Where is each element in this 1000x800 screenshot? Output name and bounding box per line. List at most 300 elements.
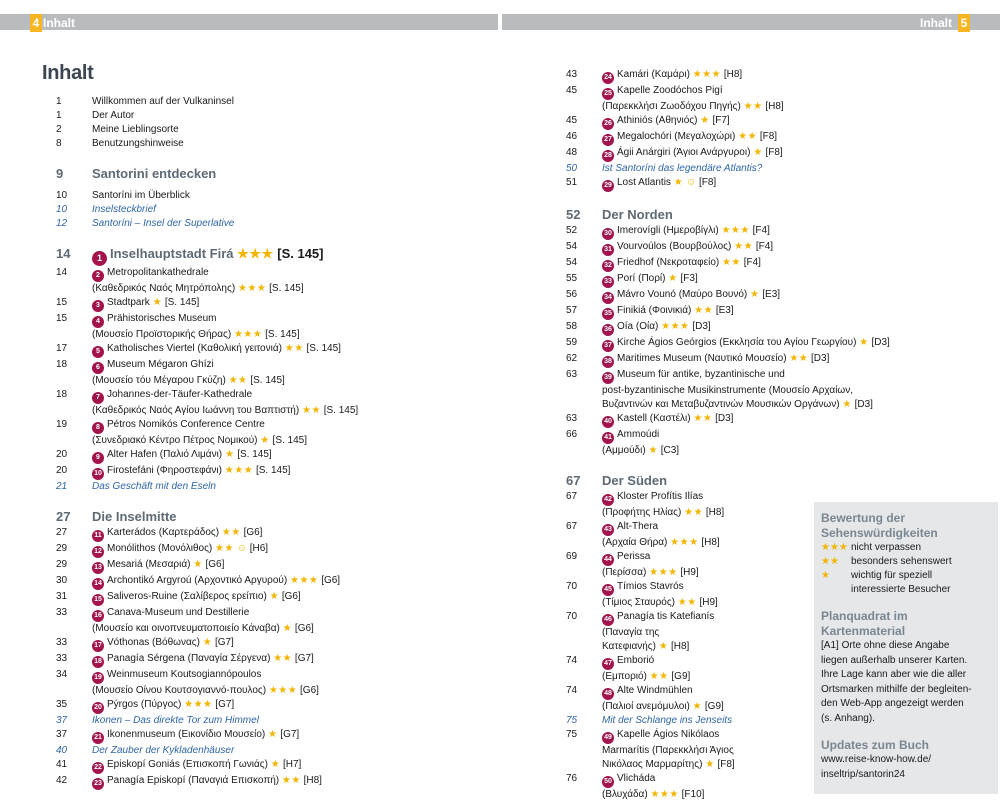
entry-name: Museum Mégaron Ghízi (107, 359, 214, 370)
entry-text (602, 272, 946, 288)
sight-number-badge: 3 (92, 300, 104, 312)
entry-name: (Αρχαία Θήρα) (602, 537, 668, 548)
page-title: Inhalt (42, 62, 94, 84)
rating-meaning: nicht verpassen (851, 542, 922, 553)
feature-entry[interactable] (566, 162, 946, 176)
rating-stars: ★ (700, 115, 710, 126)
section-title: Santorini entdecken (92, 166, 217, 181)
map-reference: [H8] (701, 537, 720, 548)
entry-line (602, 240, 946, 256)
sight-number-badge: 45 (602, 584, 614, 596)
sight-entry[interactable] (566, 336, 946, 352)
sight-entry[interactable] (56, 652, 456, 668)
rating-stars: ★★ (789, 353, 809, 364)
sight-entry[interactable] (566, 288, 946, 304)
entry-text (92, 526, 456, 542)
entry-title: Der Zauber der Kykladenhäuser (92, 745, 235, 756)
entry-line (92, 464, 456, 480)
sight-number-badge: 34 (602, 292, 614, 304)
entry-line (92, 404, 456, 418)
entry-title: Meine Lieblingsorte (92, 124, 179, 135)
map-reference: [F4] (755, 241, 774, 252)
entry-title: Benutzungshinweise (92, 138, 184, 149)
entry-name: Lost Atlantis (617, 177, 671, 188)
entry-line (602, 224, 946, 240)
entry-line (602, 320, 946, 336)
section-page-number: 52 (566, 207, 581, 222)
map-reference: [F8] (765, 147, 783, 158)
entry-text (92, 448, 456, 464)
entry-page-number: 29 (56, 543, 68, 554)
entry-page-number: 76 (566, 773, 578, 784)
map-reference: [H8] (765, 101, 784, 112)
entry-title: Santoríni – Insel der Superlative (92, 218, 235, 229)
entry-line (602, 336, 946, 352)
entry-line (92, 358, 456, 374)
entry-line (602, 412, 946, 428)
entry-name: Oía (Οία) (617, 321, 659, 332)
entry-text (92, 342, 456, 358)
entry-page-number: 19 (56, 419, 68, 430)
sight-entry[interactable] (56, 574, 456, 590)
rating-stars: ★★★ (268, 685, 298, 696)
sight-number-badge: 15 (92, 594, 104, 606)
entry-page-number: 33 (56, 637, 68, 648)
entry-name: Ammoúdi (617, 429, 660, 440)
entry-name: Weinmuseum Koutsogiannópoulos (107, 669, 262, 680)
rating-stars: ★★★ (649, 567, 678, 578)
entry-name: Perissa (617, 551, 651, 562)
rating-stars: ★★ (677, 597, 697, 608)
entry-text (92, 312, 456, 342)
entry-name: Ikonenmuseum (Εικονίδιο Μουσείο) (107, 729, 266, 740)
updates-link[interactable]: inseltrip/santorin24 (821, 768, 905, 780)
sight-entry[interactable] (56, 388, 456, 418)
entry-name: Inselhauptstadt Firá (110, 246, 234, 261)
feature-entry[interactable] (56, 480, 456, 494)
feature-entry[interactable] (56, 217, 456, 231)
entry-name: (Μουσείο τόυ Μέγαρου Γκύζη) (92, 375, 226, 386)
entry-page-number: 51 (566, 177, 578, 188)
entry-page-number: 29 (56, 559, 68, 570)
section-title: Der Süden (602, 473, 668, 488)
sight-number-badge: 37 (602, 340, 614, 352)
entry-text (602, 412, 946, 428)
sight-entry[interactable] (566, 130, 946, 146)
entry-name: Kastell (Καστέλι) (617, 413, 691, 424)
updates-link[interactable]: www.reise-know-how.de/ (821, 754, 932, 765)
section-title: Der Norden (602, 207, 673, 222)
entry-page-number: 41 (56, 759, 68, 770)
section-heading[interactable] (566, 472, 946, 490)
entry-name: Alter Hafen (Παλιό Λιμάνι) (107, 449, 223, 460)
sight-number-badge: 9 (92, 452, 104, 464)
legend-sidebar (814, 502, 998, 794)
family-icon: ☺ (236, 543, 247, 554)
entry-line (602, 428, 946, 444)
sight-entry[interactable] (56, 526, 456, 542)
rating-legend-row (821, 569, 991, 583)
sight-entry[interactable] (56, 636, 456, 652)
entry-line (92, 606, 456, 622)
rating-meaning: wichtig für speziell (851, 570, 933, 581)
sight-number-badge: 21 (92, 732, 104, 744)
updates-title: Updates zum Buch (821, 738, 930, 752)
entry-line (92, 388, 456, 404)
toc-entry[interactable] (56, 109, 456, 123)
entry-line (602, 384, 946, 398)
map-grid-text: (s. Anhang). (821, 712, 875, 724)
entry-text (92, 728, 456, 744)
entry-text (602, 336, 946, 352)
section-page-number: 9 (56, 166, 64, 181)
sight-number-badge: 26 (602, 118, 614, 130)
page-number: 5 (958, 14, 970, 32)
sight-number-badge: 40 (602, 416, 614, 428)
sight-entry[interactable] (56, 606, 456, 636)
entry-text (602, 130, 946, 146)
entry-name: Tímios Stavrós (617, 581, 684, 592)
sight-entry[interactable] (566, 146, 946, 162)
entry-page-number: 40 (56, 745, 68, 756)
section-page-number: 67 (566, 473, 581, 488)
running-head: Inhalt (43, 16, 75, 30)
map-reference: [S. 145] (306, 343, 341, 354)
sight-entry[interactable] (56, 698, 456, 714)
entry-name: Metropolitankathedrale (107, 267, 209, 278)
section-heading[interactable] (56, 508, 456, 526)
entry-line (92, 684, 456, 698)
rating-stars: ★ (193, 559, 203, 570)
entry-text (602, 428, 946, 458)
entry-page-number: 66 (566, 429, 578, 440)
feature-entry[interactable] (56, 714, 456, 728)
entry-page-number: 15 (56, 297, 68, 308)
sight-entry[interactable] (566, 412, 946, 428)
toc-entry[interactable] (56, 189, 456, 203)
sight-entry[interactable] (56, 418, 456, 448)
rating-stars: ★ (859, 337, 869, 348)
entry-text (92, 652, 456, 668)
entry-name: Κατεφιανής) (602, 641, 656, 652)
entry-text (92, 606, 456, 636)
sight-number-badge: 22 (92, 762, 104, 774)
entry-line (92, 558, 456, 574)
entry-line (92, 296, 456, 312)
sight-entry[interactable] (56, 358, 456, 388)
sight-number-badge: 23 (92, 778, 104, 790)
entry-text (602, 68, 946, 84)
sight-number-badge: 7 (92, 392, 104, 404)
entry-name: Athiniós (Αθηνιός) (617, 115, 698, 126)
rating-stars: ★★ (684, 507, 704, 518)
entry-page-number: 2 (56, 124, 62, 135)
entry-title: Ikonen – Das direkte Tor zum Himmel (92, 715, 259, 726)
entry-title: Ist Santoríni das legendäre Atlantis? (602, 163, 763, 174)
spacer (56, 151, 456, 157)
entry-line (602, 368, 946, 384)
entry-line (92, 245, 456, 266)
entry-text (92, 758, 456, 774)
district-heading[interactable] (56, 245, 456, 266)
rating-stars: ★ (260, 435, 270, 446)
entry-line (92, 622, 456, 636)
page-header-right (502, 14, 1000, 30)
map-reference: [S. 145] (269, 283, 304, 294)
entry-page-number: 37 (56, 715, 68, 726)
sight-entry[interactable] (566, 368, 946, 412)
sight-entry[interactable] (56, 542, 456, 558)
entry-page-number: 15 (56, 313, 68, 324)
map-reference: [H7] (282, 759, 302, 770)
entry-page-number: 59 (566, 337, 578, 348)
map-reference: [D3] (715, 413, 734, 424)
rating-stars: ★ (224, 449, 235, 460)
entry-page-number: 48 (566, 147, 578, 158)
entry-page-number: 57 (566, 305, 578, 316)
rating-stars: ★ (750, 289, 760, 300)
sight-number-badge: 11 (92, 530, 104, 542)
entry-name: Βυζαντινών και Μεταβυζαντινών Μουσικών Οργάνων) (602, 399, 840, 410)
entry-text (602, 368, 946, 412)
entry-line (602, 304, 946, 320)
entry-page-number: 34 (56, 669, 68, 680)
map-reference: [F3] (680, 273, 698, 284)
entry-page-number: 10 (56, 190, 68, 201)
entry-line (92, 636, 456, 652)
map-reference: [S. 145] (164, 297, 200, 308)
entry-page-number: 45 (566, 85, 578, 96)
map-reference: [H9] (699, 597, 718, 608)
sight-number-badge: 42 (602, 494, 614, 506)
entry-name: Νικόλαος Μαρμαρίτης) (602, 759, 703, 770)
rating-stars: ★★ (743, 101, 763, 112)
entry-page-number: 33 (56, 607, 68, 618)
entry-name: (Μουσείο Προϊστορικής Θήρας) (92, 329, 232, 340)
entry-page-number: 74 (566, 655, 578, 666)
toc-entry[interactable] (56, 137, 456, 151)
sight-entry[interactable] (56, 464, 456, 480)
entry-name: Maritimes Museum (Ναυτικό Μουσείο) (617, 353, 787, 364)
sight-entry[interactable] (56, 590, 456, 606)
entry-page-number: 55 (566, 273, 578, 284)
entry-name: (Αμμούδι) (602, 445, 646, 456)
sight-entry[interactable] (566, 224, 946, 240)
entry-page-number: 1 (56, 96, 62, 107)
sight-number-badge: 2 (92, 270, 104, 282)
entry-page-number: 14 (56, 246, 71, 261)
entry-name: Stadtpark (107, 297, 150, 308)
entry-page-number: 10 (56, 204, 68, 215)
entry-text (92, 266, 456, 296)
map-reference: [S. 145] (255, 465, 291, 476)
entry-page-number: 62 (566, 353, 578, 364)
entry-line (92, 418, 456, 434)
sight-entry[interactable] (566, 304, 946, 320)
entry-page-number: 42 (56, 775, 68, 786)
toc-entry[interactable] (56, 95, 456, 109)
sight-number-badge: 44 (602, 554, 614, 566)
rating-stars: ★★★ (290, 575, 319, 586)
entry-name: Panagía Sérgena (Παναγία Σέργενα) (107, 653, 271, 664)
feature-entry[interactable] (56, 203, 456, 217)
entry-name: Mesariá (Μεσαριά) (107, 559, 191, 570)
entry-page-number: 12 (56, 218, 68, 229)
entry-title: Das Geschäft mit den Eseln (92, 481, 216, 492)
map-reference: [E3] (715, 305, 734, 316)
sight-entry[interactable] (566, 84, 946, 114)
entry-name: (Βλυχάδα) (602, 789, 648, 800)
rating-legend-row (821, 541, 991, 555)
entry-page-number: 30 (56, 575, 68, 586)
entry-name: Alt-Thera (617, 521, 659, 532)
sight-number-badge: 18 (92, 656, 104, 668)
sight-number-badge: 19 (92, 672, 104, 684)
entry-page-number: 67 (566, 491, 578, 502)
entry-text (92, 388, 456, 418)
entry-line (92, 282, 456, 296)
map-reference: [H8] (670, 641, 690, 652)
entry-name: Emborió (617, 655, 655, 666)
sight-entry[interactable] (566, 320, 946, 336)
map-reference: [S. 145] (323, 405, 359, 416)
entry-name: (Μουσείο και οινοπνευματοποιείο Κάναβα) (92, 623, 280, 634)
entry-name: Museum für antike, byzantinische und (617, 369, 785, 380)
rating-legend-row (821, 555, 991, 569)
map-reference: [S. 145] (277, 246, 324, 261)
entry-name: Kamári (Καμάρι) (617, 69, 690, 80)
sight-entry[interactable] (566, 428, 946, 458)
map-reference: [G7] (280, 729, 300, 740)
entry-name: Megalochóri (Μεγαλοχώρι) (617, 131, 736, 142)
entry-name: Imerovígli (Ημεροβίγλι) (617, 225, 719, 236)
entry-text (602, 224, 946, 240)
sight-number-badge: 30 (602, 228, 614, 240)
rating-stars: ★★ (273, 653, 293, 664)
entry-line (92, 542, 456, 558)
sight-entry[interactable] (566, 352, 946, 368)
sight-number-badge: 36 (602, 324, 614, 336)
sight-number-badge: 20 (92, 702, 104, 714)
rating-stars: ★ (692, 701, 703, 712)
sight-entry[interactable] (56, 312, 456, 342)
entry-line (602, 176, 946, 192)
section-heading[interactable] (566, 206, 946, 224)
rating-stars: ★★ (649, 671, 669, 682)
entry-text (92, 636, 456, 652)
sight-entry[interactable] (56, 758, 456, 774)
entry-line (92, 574, 456, 590)
sight-entry[interactable] (56, 728, 456, 744)
sight-entry[interactable] (56, 266, 456, 296)
sight-number-badge: 12 (92, 546, 104, 558)
sight-entry[interactable] (56, 774, 456, 790)
rating-stars: ★★★ (661, 321, 690, 332)
entry-text (92, 296, 456, 312)
entry-page-number: 54 (566, 257, 578, 268)
feature-entry[interactable] (56, 744, 456, 758)
entry-page-number: 70 (566, 611, 578, 622)
running-head: Inhalt (920, 16, 952, 30)
entry-line (92, 652, 456, 668)
entry-text (92, 418, 456, 448)
entry-line (602, 256, 946, 272)
entry-text (92, 358, 456, 388)
map-grid-text: den Web-App angezeigt werden (821, 698, 964, 709)
sight-entry[interactable] (566, 68, 946, 84)
entry-line (602, 398, 946, 412)
map-grid-text: liegen außerhalb unserer Karten. (821, 654, 968, 666)
sight-entry[interactable] (566, 176, 946, 192)
entry-page-number: 75 (566, 715, 578, 726)
map-grid-text: [A1] Orte ohne diese Angabe (821, 640, 950, 651)
entry-page-number: 46 (566, 131, 578, 142)
entry-text (602, 176, 946, 192)
entry-page-number: 43 (566, 69, 578, 80)
sight-entry[interactable] (566, 114, 946, 130)
entry-text (92, 245, 456, 266)
map-reference: [G6] (281, 591, 301, 602)
entry-name: (Καθεδρικός Ναός Αγίου Ιωάννη του Βαπτιστή) (92, 405, 300, 416)
entry-page-number: 70 (566, 581, 578, 592)
entry-page-number: 75 (566, 729, 578, 740)
sight-number-badge: 29 (602, 180, 614, 192)
entry-title: Santoríni im Überblick (92, 190, 190, 201)
entry-title: Der Autor (92, 110, 135, 121)
entry-line (602, 272, 946, 288)
entry-page-number: 21 (56, 481, 68, 492)
map-grid-title: Planquadrat im Kartenmaterial (821, 609, 908, 638)
entry-name: Karterádos (Καρτεράδος) (107, 527, 220, 538)
entry-page-number: 45 (566, 115, 578, 126)
rating-legend-title (821, 511, 991, 541)
rating-stars: ★★★ (721, 225, 750, 236)
entry-text (602, 256, 946, 272)
rating-stars: ★★★ (692, 69, 722, 80)
rating-stars: ★★★ (237, 283, 267, 294)
entry-line (92, 698, 456, 714)
map-reference: [G6] (321, 575, 341, 586)
sight-number-badge: 17 (92, 640, 104, 652)
entry-line (602, 68, 946, 84)
entry-line (92, 328, 456, 342)
entry-text (602, 352, 946, 368)
toc-entry[interactable] (56, 123, 456, 137)
sight-entry[interactable] (56, 448, 456, 464)
sight-entry[interactable] (566, 272, 946, 288)
sight-entry[interactable] (566, 256, 946, 272)
entry-name: Vlicháda (617, 773, 656, 784)
sight-number-badge: 6 (92, 362, 104, 374)
entry-page-number: 69 (566, 551, 578, 562)
sight-number-badge: 16 (92, 610, 104, 622)
section-heading[interactable] (56, 165, 456, 183)
rating-stars: ★★ (693, 413, 713, 424)
rating-stars: ★ (658, 641, 669, 652)
sight-entry[interactable] (56, 296, 456, 312)
sight-entry[interactable] (56, 668, 456, 698)
sight-entry[interactable] (56, 342, 456, 358)
sight-number-badge: 39 (602, 372, 614, 384)
sight-entry[interactable] (56, 558, 456, 574)
entry-name: (Μουσείο Οίνου Κουτσογιαννό-πουλος) (92, 685, 267, 696)
spacer (566, 192, 946, 198)
entry-title: Willkommen auf der Vulkaninsel (92, 96, 234, 107)
entry-page-number: 63 (566, 369, 578, 380)
map-reference: [G6] (205, 559, 225, 570)
sight-entry[interactable] (566, 240, 946, 256)
section-page-number: 27 (56, 509, 71, 524)
